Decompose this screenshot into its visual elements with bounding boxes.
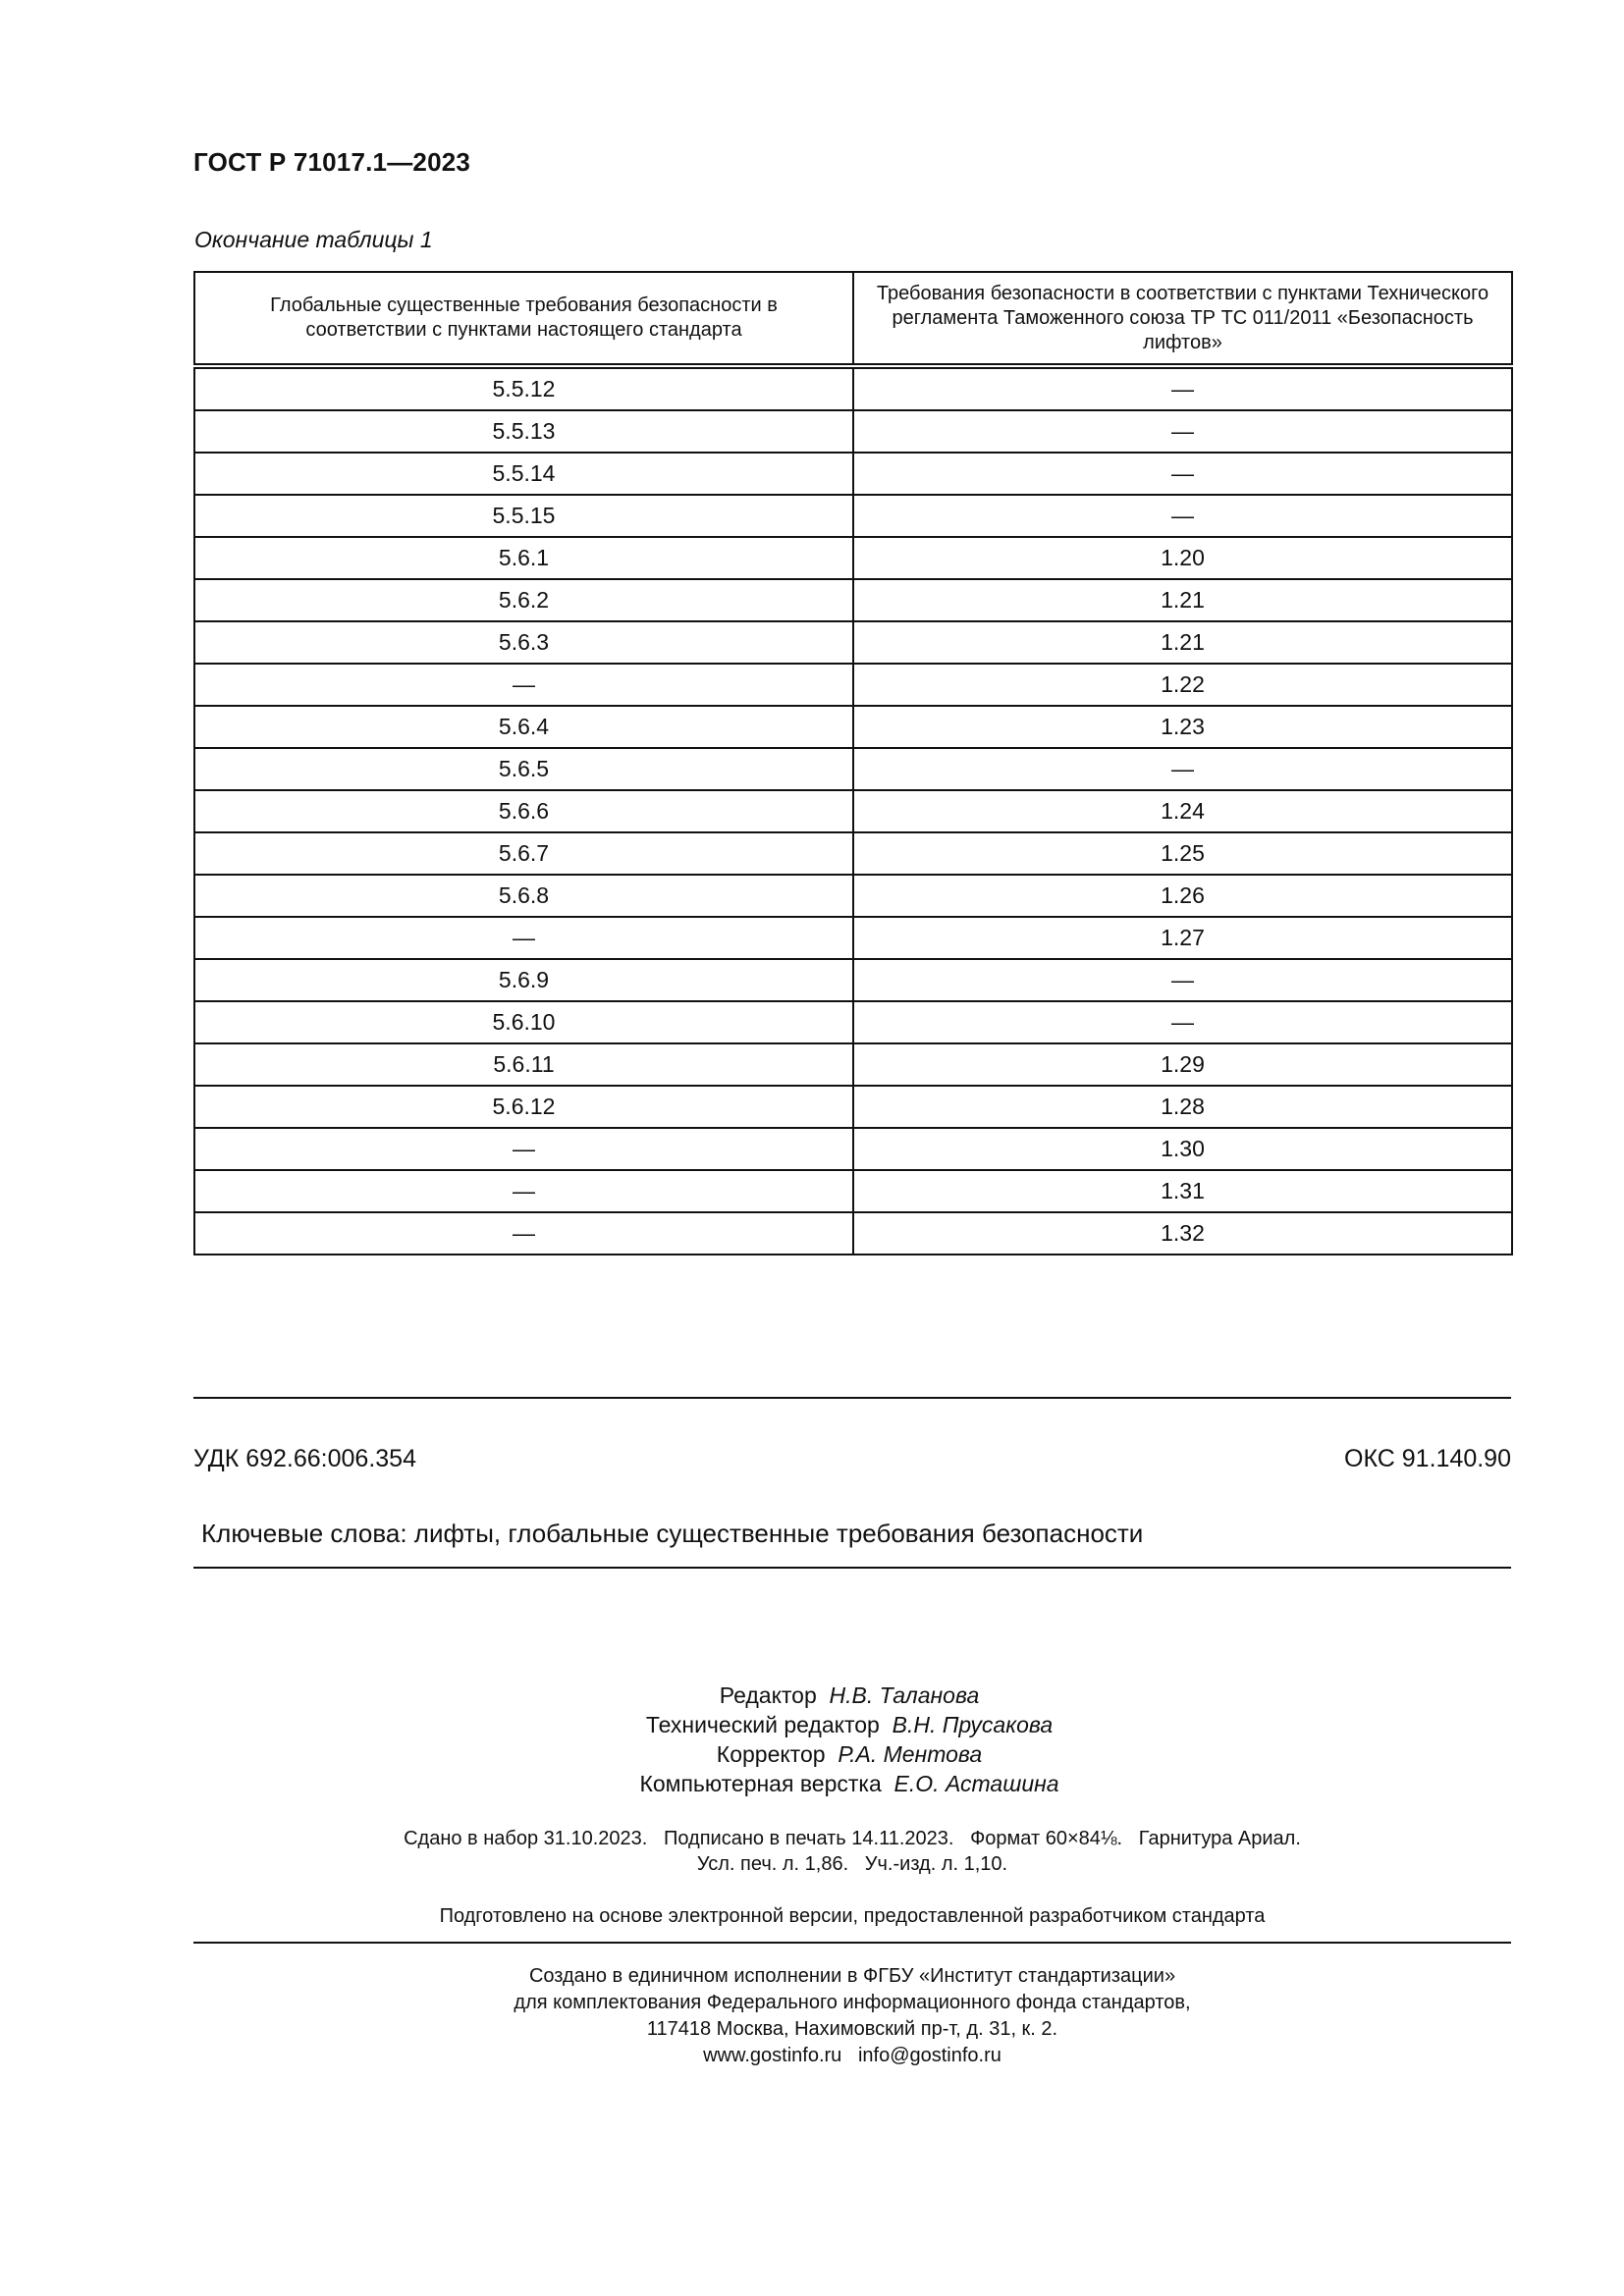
requirements-table xyxy=(193,271,1513,1255)
cell-regulation-clause: 1.29 xyxy=(853,1043,1512,1086)
cell-standard-clause: — xyxy=(194,1212,853,1255)
separator-line-bottom xyxy=(193,1942,1511,1944)
table-row xyxy=(194,748,1512,790)
credit-editor: Редактор Н.В. Таланова xyxy=(719,1682,980,1708)
cell-standard-clause: 5.6.3 xyxy=(194,621,853,664)
cell-standard-clause: 5.6.6 xyxy=(194,790,853,832)
cell-standard-clause: 5.6.8 xyxy=(194,875,853,917)
cell-regulation-clause: 1.27 xyxy=(853,917,1512,959)
table-row xyxy=(194,410,1512,453)
cell-regulation-clause: — xyxy=(853,959,1512,1001)
table-row xyxy=(194,1128,1512,1170)
cell-regulation-clause: — xyxy=(853,1001,1512,1043)
cell-regulation-clause: — xyxy=(853,748,1512,790)
publisher-line: Создано в единичном исполнении в ФГБУ «Институт стандартизации» xyxy=(528,1965,1176,1987)
cell-regulation-clause: 1.26 xyxy=(853,875,1512,917)
print-info-line: Усл. печ. л. 1,86. Уч.-изд. л. 1,10. xyxy=(696,1853,1008,1875)
credits-block xyxy=(0,1681,1624,1798)
cell-standard-clause: 5.6.11 xyxy=(194,1043,853,1086)
credit-tech-editor: Технический редактор В.Н. Прусакова xyxy=(645,1712,1054,1737)
cell-standard-clause: 5.6.12 xyxy=(194,1086,853,1128)
table-row xyxy=(194,453,1512,495)
table-row xyxy=(194,1170,1512,1212)
keywords: Ключевые слова: лифты, глобальные существенные требования безопасности xyxy=(201,1519,1144,1548)
cell-standard-clause: 5.6.1 xyxy=(194,537,853,579)
column-header-regulation-clauses: Требования безопасности в соответствии с пунктами Технического регламента Таможенного союза ТР ТС 011/2011 «Безопасность лифтов» xyxy=(853,272,1512,366)
column-header-standard-clauses: Глобальные существенные требования безопасности в соответствии с пунктами настоящего стандарта xyxy=(194,272,853,366)
cell-regulation-clause: 1.31 xyxy=(853,1170,1512,1212)
cell-standard-clause: 5.5.13 xyxy=(194,410,853,453)
table-row xyxy=(194,790,1512,832)
prepared-note: Подготовлено на основе электронной версии, предоставленной разработчиком стандарта xyxy=(439,1905,1266,1927)
separator-line-top xyxy=(193,1397,1511,1399)
cell-regulation-clause: 1.30 xyxy=(853,1128,1512,1170)
table-header-row xyxy=(194,272,1512,366)
udk-code: УДК 692.66:006.354 xyxy=(193,1445,416,1472)
cell-regulation-clause: — xyxy=(853,453,1512,495)
table-row xyxy=(194,875,1512,917)
cell-standard-clause: 5.6.10 xyxy=(194,1001,853,1043)
cell-regulation-clause: 1.28 xyxy=(853,1086,1512,1128)
cell-standard-clause: 5.5.15 xyxy=(194,495,853,537)
credit-layout: Компьютерная верстка Е.О. Асташина xyxy=(639,1771,1059,1796)
cell-regulation-clause: 1.20 xyxy=(853,537,1512,579)
table-row xyxy=(194,1001,1512,1043)
cell-standard-clause: 5.6.7 xyxy=(194,832,853,875)
cell-regulation-clause: 1.22 xyxy=(853,664,1512,706)
cell-standard-clause: 5.5.14 xyxy=(194,453,853,495)
cell-standard-clause: — xyxy=(194,1170,853,1212)
table-row xyxy=(194,1212,1512,1255)
table-row xyxy=(194,959,1512,1001)
cell-regulation-clause: 1.23 xyxy=(853,706,1512,748)
cell-regulation-clause: 1.24 xyxy=(853,790,1512,832)
table-row xyxy=(194,366,1512,410)
document-code: ГОСТ Р 71017.1—2023 xyxy=(193,147,471,177)
table-row xyxy=(194,495,1512,537)
table-row xyxy=(194,621,1512,664)
table-row xyxy=(194,1086,1512,1128)
table-caption: Окончание таблицы 1 xyxy=(194,227,433,252)
table-row xyxy=(194,917,1512,959)
cell-regulation-clause: — xyxy=(853,366,1512,410)
table-row xyxy=(194,664,1512,706)
credit-proofreader: Корректор Р.А. Ментова xyxy=(716,1741,983,1767)
publisher-contacts: www.gostinfo.ru info@gostinfo.ru xyxy=(703,2045,1001,2066)
cell-standard-clause: 5.6.5 xyxy=(194,748,853,790)
cell-standard-clause: 5.6.9 xyxy=(194,959,853,1001)
table-body xyxy=(194,366,1512,1255)
table-row xyxy=(194,579,1512,621)
cell-standard-clause: — xyxy=(194,917,853,959)
separator-line-keywords xyxy=(193,1567,1511,1569)
cell-regulation-clause: 1.32 xyxy=(853,1212,1512,1255)
cell-standard-clause: 5.5.12 xyxy=(194,366,853,410)
oks-code: ОКС 91.140.90 xyxy=(1344,1445,1511,1472)
cell-regulation-clause: 1.21 xyxy=(853,579,1512,621)
publisher-line: для комплектования Федерального информационного фонда стандартов, xyxy=(514,1992,1191,2013)
cell-regulation-clause: — xyxy=(853,495,1512,537)
print-info xyxy=(193,1826,1511,1877)
table-row xyxy=(194,1043,1512,1086)
cell-standard-clause: 5.6.4 xyxy=(194,706,853,748)
publisher-info xyxy=(193,1963,1511,2069)
table-row xyxy=(194,832,1512,875)
cell-standard-clause: 5.6.2 xyxy=(194,579,853,621)
table-row xyxy=(194,706,1512,748)
cell-regulation-clause: — xyxy=(853,410,1512,453)
print-info-line: Сдано в набор 31.10.2023. Подписано в печать 14.11.2023. Формат 60×84⅛. Гарнитура Ариал. xyxy=(404,1828,1301,1849)
table-row xyxy=(194,537,1512,579)
cell-standard-clause: — xyxy=(194,664,853,706)
cell-regulation-clause: 1.25 xyxy=(853,832,1512,875)
cell-standard-clause: — xyxy=(194,1128,853,1170)
publisher-line: 117418 Москва, Нахимовский пр-т, д. 31, к. 2. xyxy=(646,2018,1058,2040)
cell-regulation-clause: 1.21 xyxy=(853,621,1512,664)
